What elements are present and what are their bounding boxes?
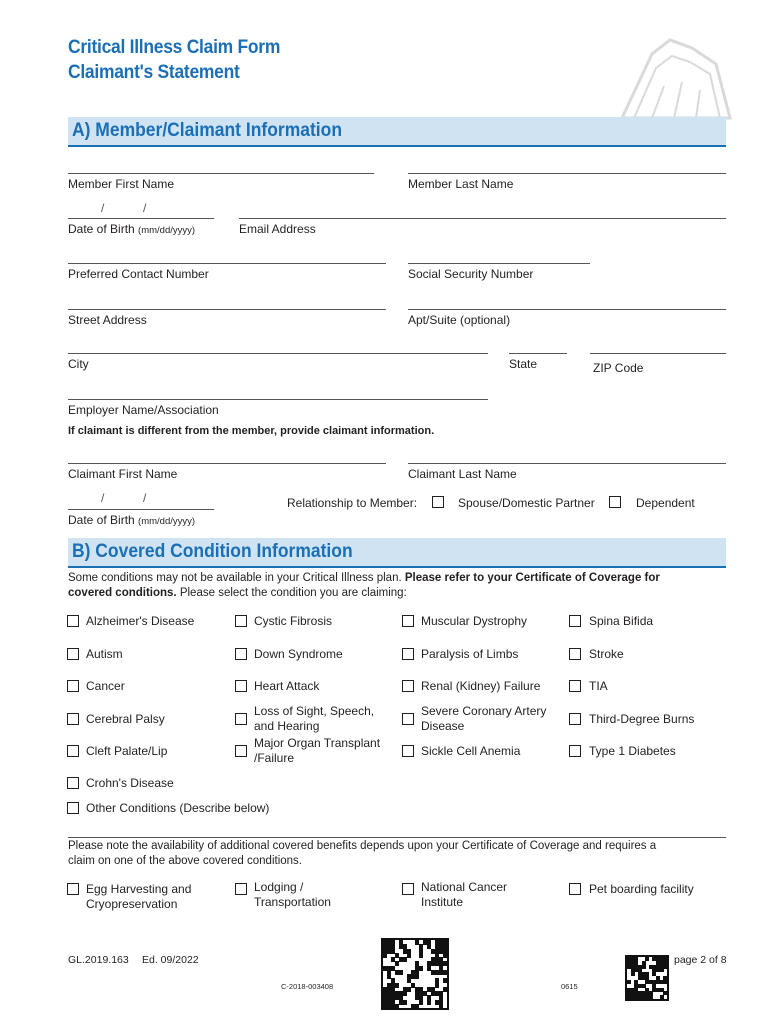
qr-module (631, 972, 635, 976)
qr-module (395, 983, 399, 988)
state-label: State (509, 357, 538, 371)
spina-bifida-checkbox[interactable] (569, 615, 581, 627)
down-syndrome-label: Down Syndrome (254, 647, 343, 661)
spouse-checkbox[interactable] (432, 496, 444, 508)
employer-field[interactable] (68, 399, 488, 400)
sickle-cell-label: Sickle Cell Anemia (421, 744, 521, 758)
loss-of-sight-line2: and Hearing (254, 719, 320, 733)
loss-of-sight-line1: Loss of Sight, Speech, (254, 704, 375, 718)
document-code: C-2018-003408 (281, 982, 334, 991)
zip-label: ZIP Code (593, 361, 644, 375)
member-dob-field[interactable] (68, 218, 214, 219)
tia-checkbox[interactable] (569, 680, 581, 692)
city-field[interactable] (68, 353, 488, 354)
qr-code-right (625, 955, 669, 1001)
qr-code-center (381, 938, 449, 1010)
page-number: page 2 of 8 (674, 954, 727, 966)
claimant-dob-slash-1: / (101, 491, 105, 505)
third-degree-burns-checkbox[interactable] (569, 713, 581, 725)
claimant-first-name-field[interactable] (68, 463, 386, 464)
qr-module (415, 974, 419, 979)
qr-module (403, 991, 407, 996)
egg-harvesting-line1: Egg Harvesting and (86, 882, 192, 896)
lodging-line2: Transportation (254, 895, 331, 909)
claimant-dob-slash-2: / (143, 491, 147, 505)
muscular-dystrophy-checkbox[interactable] (402, 615, 414, 627)
qr-module (435, 983, 439, 988)
qr-module (663, 991, 667, 995)
egg-harvesting-label (86, 882, 191, 912)
note-line-1: Please note the availability of additional covered benefits depends upon your Certificate of Coverage and requires a (68, 840, 657, 852)
organ-transplant-line1: Major Organ Transplant (254, 736, 381, 750)
member-last-name-field[interactable] (408, 173, 726, 174)
cerebral-palsy-checkbox[interactable] (67, 713, 79, 725)
egg-harvesting-checkbox[interactable] (67, 883, 79, 895)
coronary-artery-line1: Severe Coronary Artery (421, 704, 547, 718)
qr-module (443, 970, 447, 975)
qr-module (403, 1000, 407, 1005)
stroke-checkbox[interactable] (569, 648, 581, 660)
apt-suite-field[interactable] (408, 309, 726, 310)
cystic-fibrosis-label: Cystic Fibrosis (254, 614, 333, 628)
form-subtitle: Claimant's Statement (68, 62, 240, 83)
lodging-label (254, 880, 331, 910)
crohns-checkbox[interactable] (67, 777, 79, 789)
cancer-label: Cancer (86, 679, 125, 693)
note-line-2: claim on one of the above covered conditions. (68, 855, 302, 867)
city-label: City (68, 357, 89, 371)
qr-module (403, 957, 407, 962)
qr-module (427, 1000, 431, 1005)
dependent-checkbox[interactable] (609, 496, 621, 508)
loss-of-sight-checkbox[interactable] (235, 713, 247, 725)
type1-diabetes-label: Type 1 Diabetes (589, 744, 676, 758)
pet-boarding-checkbox[interactable] (569, 883, 581, 895)
other-conditions-field[interactable] (68, 837, 726, 838)
dob-slash-1: / (101, 201, 105, 215)
intro-bold-text-2: covered conditions. (68, 587, 177, 599)
claimant-dob-label-text: Date of Birth (68, 513, 135, 527)
street-address-field[interactable] (68, 309, 386, 310)
qr-module (419, 953, 423, 958)
qr-module (383, 953, 387, 958)
national-cancer-line2: Institute (421, 895, 464, 909)
organ-transplant-label (254, 736, 380, 766)
qr-module (415, 1004, 419, 1009)
organ-transplant-checkbox[interactable] (235, 745, 247, 757)
tia-label: TIA (589, 679, 608, 693)
paralysis-checkbox[interactable] (402, 648, 414, 660)
dependent-label: Dependent (636, 496, 695, 510)
type1-diabetes-checkbox[interactable] (569, 745, 581, 757)
claimant-last-name-label: Claimant Last Name (408, 467, 517, 481)
heart-attack-checkbox[interactable] (235, 680, 247, 692)
section-b-intro (68, 571, 726, 601)
national-cancer-line1: National Cancer (421, 880, 508, 894)
qr-module (645, 957, 649, 961)
email-label: Email Address (239, 222, 316, 236)
relationship-label: Relationship to Member: (287, 496, 418, 510)
qr-module (627, 980, 631, 984)
qr-module (663, 980, 667, 984)
qr-module (663, 965, 667, 969)
muscular-dystrophy-label: Muscular Dystrophy (421, 614, 528, 628)
qr-module (407, 953, 411, 958)
cerebral-palsy-label: Cerebral Palsy (86, 712, 165, 726)
qr-module (407, 987, 411, 992)
other-conditions-label: Other Conditions (Describe below) (86, 801, 270, 815)
dob-format-text: (mm/dd/yyyy) (138, 225, 196, 236)
qr-module (399, 970, 403, 975)
cleft-palate-label: Cleft Palate/Lip (86, 744, 168, 758)
qr-module (443, 987, 447, 992)
dob-slash-2: / (143, 201, 147, 215)
dob-label-text: Date of Birth (68, 222, 135, 236)
other-conditions-checkbox[interactable] (67, 802, 79, 814)
autism-checkbox[interactable] (67, 648, 79, 660)
employer-label: Employer Name/Association (68, 403, 219, 417)
qr-module (439, 1004, 443, 1009)
qr-module (395, 1004, 399, 1009)
alzheimers-label: Alzheimer's Disease (86, 614, 195, 628)
member-first-name-label: Member First Name (68, 177, 175, 191)
lodging-checkbox[interactable] (235, 883, 247, 895)
coronary-artery-label (421, 704, 546, 734)
claimant-last-name-field[interactable] (408, 463, 726, 464)
third-degree-burns-label: Third-Degree Burns (589, 712, 695, 726)
qr-module (443, 978, 447, 983)
member-dob-label (68, 222, 195, 236)
zip-field[interactable] (590, 353, 726, 354)
code-0615: 0615 (561, 982, 578, 991)
national-cancer-label (421, 880, 507, 910)
egg-harvesting-line2: Cryopreservation (86, 897, 178, 911)
cancer-checkbox[interactable] (67, 680, 79, 692)
member-first-name-field[interactable] (68, 173, 374, 174)
coronary-artery-checkbox[interactable] (402, 713, 414, 725)
section-a-header (68, 117, 726, 147)
down-syndrome-checkbox[interactable] (235, 648, 247, 660)
apt-suite-label: Apt/Suite (optional) (408, 313, 511, 327)
state-field[interactable] (509, 353, 567, 354)
national-cancer-checkbox[interactable] (402, 883, 414, 895)
paralysis-label: Paralysis of Limbs (421, 647, 519, 661)
crohns-label: Crohn's Disease (86, 776, 174, 790)
spina-bifida-label: Spina Bifida (589, 614, 654, 628)
form-code: GL.2019.163 (68, 954, 129, 966)
loss-of-sight-label (254, 704, 374, 734)
qr-module (649, 995, 653, 999)
qr-module (443, 953, 447, 958)
street-address-label: Street Address (68, 313, 147, 327)
pet-boarding-label: Pet boarding facility (589, 882, 694, 896)
heart-attack-label: Heart Attack (254, 679, 320, 693)
section-a-heading: A) Member/Claimant Information (72, 120, 343, 141)
stroke-label: Stroke (589, 647, 624, 661)
qr-module (642, 965, 646, 969)
intro-text: Some conditions may not be available in your Critical Illness plan. (68, 572, 405, 584)
sickle-cell-checkbox[interactable] (402, 745, 414, 757)
claimant-dob-label (68, 513, 195, 527)
spouse-label: Spouse/Domestic Partner (458, 496, 595, 510)
logo-watermark (612, 34, 732, 120)
qr-module (419, 1000, 423, 1005)
autism-label: Autism (86, 647, 123, 661)
intro-bold-text: Please refer to your Certificate of Coverage for (404, 572, 660, 584)
ssn-field[interactable] (408, 263, 590, 264)
form-title: Critical Illness Claim Form (68, 37, 281, 58)
cystic-fibrosis-checkbox[interactable] (235, 615, 247, 627)
claimant-dob-format-text: (mm/dd/yyyy) (138, 516, 196, 527)
organ-transplant-line2: /Failure (254, 751, 295, 765)
qr-module (443, 961, 447, 966)
qr-module (395, 961, 399, 966)
alzheimers-checkbox[interactable] (67, 615, 79, 627)
claimant-note: If claimant is different from the member, provide claimant information. (68, 425, 435, 437)
email-field[interactable] (239, 218, 726, 219)
contact-number-field[interactable] (68, 263, 386, 264)
member-last-name-label: Member Last Name (408, 177, 514, 191)
qr-module (419, 966, 423, 971)
section-b-heading: B) Covered Condition Information (72, 541, 353, 562)
ssn-label: Social Security Number (408, 267, 534, 281)
lodging-line1: Lodging / (254, 880, 304, 894)
section-b-header (68, 538, 726, 568)
qr-module (660, 995, 664, 999)
coronary-artery-line2: Disease (421, 719, 465, 733)
contact-number-label: Preferred Contact Number (68, 267, 209, 281)
renal-failure-label: Renal (Kidney) Failure (421, 679, 541, 693)
additional-benefits-note (68, 839, 726, 869)
qr-module (660, 968, 664, 972)
intro-end-text: Please select the condition you are claiming: (176, 587, 407, 599)
claimant-dob-field[interactable] (68, 509, 214, 510)
claimant-first-name-label: Claimant First Name (68, 467, 178, 481)
cleft-palate-checkbox[interactable] (67, 745, 79, 757)
edition: Ed. 09/2022 (142, 954, 199, 966)
renal-failure-checkbox[interactable] (402, 680, 414, 692)
